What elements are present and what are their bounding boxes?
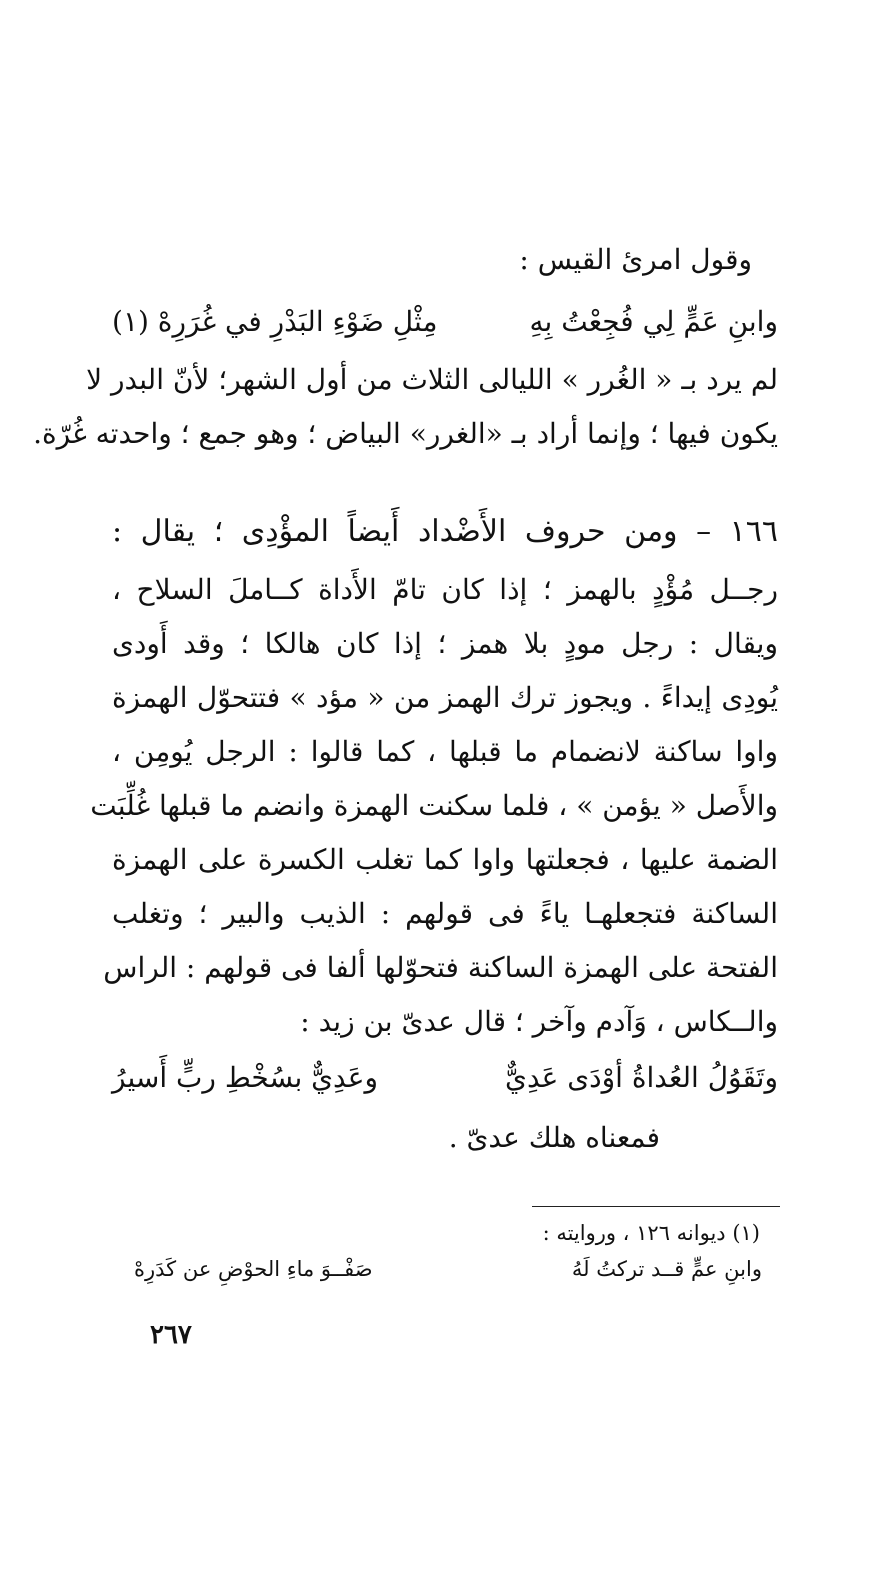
footnote-divider (532, 1206, 780, 1207)
section-paragraph-line: والأَصل « يؤمن » ، فلما سكنت الهمزة وانضم ما قبلها غُلِّبَت (90, 789, 778, 822)
verse1-first-hemistich: وابنِ عَمٍّ لِي فُجِعْتُ بِهِ (529, 305, 778, 338)
footnote-reference: (١) ديوانه ١٢٦ ، وروايته : (542, 1221, 760, 1245)
verse2-second-hemistich: وعَدِيٌّ بسُخْطِ ربٍّ أَسيرُ (112, 1061, 378, 1094)
verse1-second-hemistich: مِثْلِ ضَوْءِ البَدْرِ في غُرَرِهْ (١) (112, 305, 438, 338)
footnote-first-hemistich: وابنِ عمٍّ قــد تركتُ لَهُ (571, 1257, 762, 1281)
section-paragraph-line: رجــل مُؤْدٍ بالهمز ؛ إذا كان تامّ الأَداة كــاملَ السلاح ، (112, 573, 778, 606)
section-paragraph-line: يُودِى إيداءً . ويجوز ترك الهمز من « مؤد » فتتحوّل الهمزة (112, 681, 778, 714)
footnote-second-hemistich: صَفْــوَ ماءِ الحوْضِ عن كَدَرِهْ (134, 1257, 373, 1281)
section-paragraph-line: والــكاس ، وَآدم وآخر ؛ قال عدىّ بن زيد : (300, 1005, 778, 1038)
intro-line: وقول امرئ القيس : (519, 243, 752, 276)
section-heading-line: ١٦٦ – ومن حروف الأَضْداد أَيضاً المؤْدِى ؛ يقال : (112, 514, 778, 549)
section-paragraph-line: الساكنة فتجعلهـا ياءً فى قولهم : الذيب والبير ؛ وتغلب (112, 897, 778, 930)
closing-line: فمعناه هلك عدىّ . (448, 1121, 660, 1154)
verse2-first-hemistich: وتَقَوُلُ العُداةُ أوْدَى عَدِيٌّ (505, 1061, 778, 1094)
section-paragraph-line: ويقال : رجل مودٍ بلا همز ؛ إذا كان هالكا ؛ وقد أَودى (112, 627, 778, 660)
section-paragraph-line: الفتحة على الهمزة الساكنة فتحوّلها ألفا فى قولهم : الراس (103, 951, 778, 984)
page-number: ٢٦٧ (150, 1320, 192, 1350)
intro-paragraph-line: لم يرد بـ « الغُرر » الليالى الثلاث من أول الشهر؛ لأنّ البدر لا (86, 363, 778, 396)
intro-paragraph-line: يكون فيها ؛ وإنما أراد بـ «الغرر» البياض ؛ وهو جمع ؛ واحدته غُرّة. (33, 417, 778, 450)
section-paragraph-line: الضمة عليها ، فجعلتها واوا كما تغلب الكسرة على الهمزة (112, 843, 778, 876)
section-paragraph-line: واوا ساكنة لانضمام ما قبلها ، كما قالوا : الرجل يُومِن ، (112, 735, 778, 768)
